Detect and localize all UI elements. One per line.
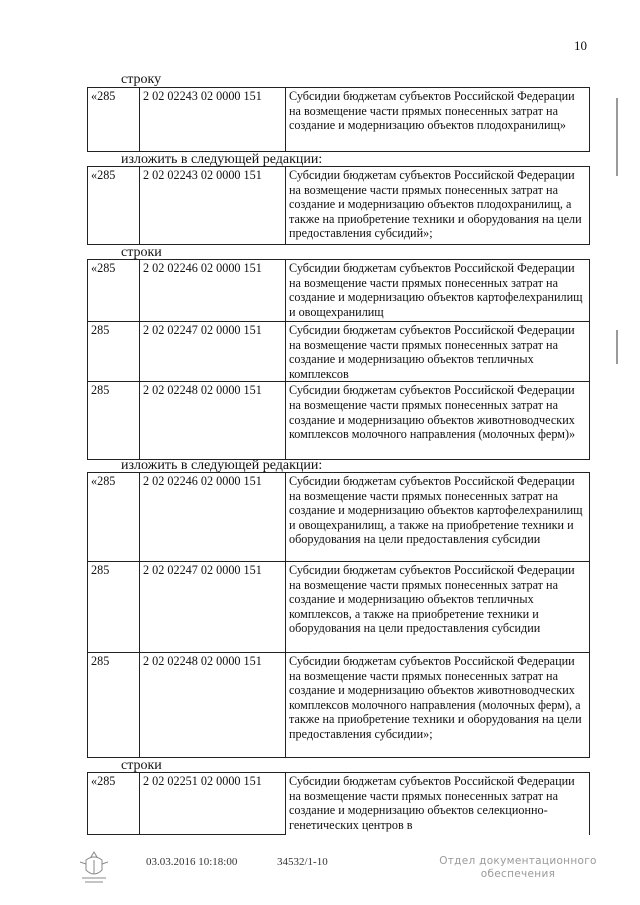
table-row bbox=[88, 167, 590, 245]
cell-description: Субсидии бюджетам субъектов Российской Федерации на возмещение части прямых понесенных затрат на создание и модернизацию объектов животноводческих комплексов молочного направления (молочных ферм), а также на приобретение техники и оборудования на цели предоставления субсидии»; bbox=[286, 653, 590, 758]
cell-budget-code: 2 02 02243 02 0000 151 bbox=[140, 88, 286, 152]
cell-admin-code: «285 bbox=[88, 773, 140, 835]
department-stamp bbox=[438, 855, 598, 881]
cell-description: Субсидии бюджетам субъектов Российской Федерации на возмещение части прямых понесенных затрат на создание и модернизацию объектов картофелехранилищ и овощехранилищ, а также на приобретение техники и оборудования на цели предоставления субсидии bbox=[286, 473, 590, 562]
cell-budget-code: 2 02 02246 02 0000 151 bbox=[140, 260, 286, 322]
emblem-seal-icon bbox=[72, 848, 116, 886]
stamp-line: Отдел документационного bbox=[439, 855, 597, 867]
cell-description: Субсидии бюджетам субъектов Российской Федерации на возмещение части прямых понесенных затрат на создание и модернизацию объектов плодохранилищ, а также на приобретение техники и оборудования на цели предоставления субсидий»; bbox=[286, 167, 590, 245]
cell-budget-code: 2 02 02246 02 0000 151 bbox=[140, 473, 286, 562]
table-row bbox=[88, 260, 590, 322]
budget-table bbox=[87, 259, 590, 460]
cell-description: Субсидии бюджетам субъектов Российской Федерации на возмещение части прямых понесенных затрат на создание и модернизацию объектов тепличных комплексов bbox=[286, 322, 590, 382]
section-heading: изложить в следующей редакции: bbox=[121, 152, 323, 167]
cell-description: Субсидии бюджетам субъектов Российской Федерации на возмещение части прямых понесенных затрат на создание и модернизацию объектов тепличных комплексов, а также на приобретение техники и оборудования на цели предоставления субсидии bbox=[286, 562, 590, 653]
table-row bbox=[88, 88, 590, 152]
budget-table bbox=[87, 166, 590, 245]
stamp-line: обеспечения bbox=[480, 868, 556, 880]
cell-admin-code: 285 bbox=[88, 322, 140, 382]
section-heading: строки bbox=[121, 245, 162, 260]
cell-admin-code: «285 bbox=[88, 260, 140, 322]
cell-admin-code: «285 bbox=[88, 88, 140, 152]
cell-description: Субсидии бюджетам субъектов Российской Федерации на возмещение части прямых понесенных затрат на создание и модернизацию объектов животноводческих комплексов молочного направления (молочных ферм)» bbox=[286, 382, 590, 460]
cell-admin-code: 285 bbox=[88, 562, 140, 653]
cell-admin-code: «285 bbox=[88, 473, 140, 562]
cell-description: Субсидии бюджетам субъектов Российской Федерации на возмещение части прямых понесенных затрат на создание и модернизацию объектов селекционно-генетических центров в bbox=[286, 773, 590, 835]
cell-admin-code: 285 bbox=[88, 653, 140, 758]
cell-budget-code: 2 02 02243 02 0000 151 bbox=[140, 167, 286, 245]
cell-description: Субсидии бюджетам субъектов Российской Федерации на возмещение части прямых понесенных затрат на создание и модернизацию объектов картофелехранилищ и овощехранилищ bbox=[286, 260, 590, 322]
scan-edge-mark bbox=[616, 98, 618, 176]
cell-admin-code: «285 bbox=[88, 167, 140, 245]
cell-budget-code: 2 02 02247 02 0000 151 bbox=[140, 562, 286, 653]
footer-doc-number: 34532/1-10 bbox=[277, 856, 328, 868]
table-row bbox=[88, 653, 590, 758]
cell-budget-code: 2 02 02247 02 0000 151 bbox=[140, 322, 286, 382]
cell-budget-code: 2 02 02248 02 0000 151 bbox=[140, 382, 286, 460]
budget-table bbox=[87, 472, 590, 758]
cell-budget-code: 2 02 02251 02 0000 151 bbox=[140, 773, 286, 835]
page-number: 10 bbox=[574, 38, 587, 53]
budget-table bbox=[87, 87, 590, 152]
scan-edge-mark bbox=[616, 330, 618, 364]
table-row bbox=[88, 562, 590, 653]
cell-budget-code: 2 02 02248 02 0000 151 bbox=[140, 653, 286, 758]
table-row bbox=[88, 473, 590, 562]
table-row bbox=[88, 322, 590, 382]
section-heading: изложить в следующей редакции: bbox=[121, 458, 323, 473]
footer-datetime: 03.03.2016 10:18:00 bbox=[146, 856, 238, 868]
table-row bbox=[88, 773, 590, 835]
cell-admin-code: 285 bbox=[88, 382, 140, 460]
table-row bbox=[88, 382, 590, 460]
cell-description: Субсидии бюджетам субъектов Российской Федерации на возмещение части прямых понесенных затрат на создание и модернизацию объектов плодохранилищ» bbox=[286, 88, 590, 152]
budget-table bbox=[87, 772, 590, 835]
section-heading: строку bbox=[121, 72, 162, 87]
section-heading: строки bbox=[121, 758, 162, 773]
